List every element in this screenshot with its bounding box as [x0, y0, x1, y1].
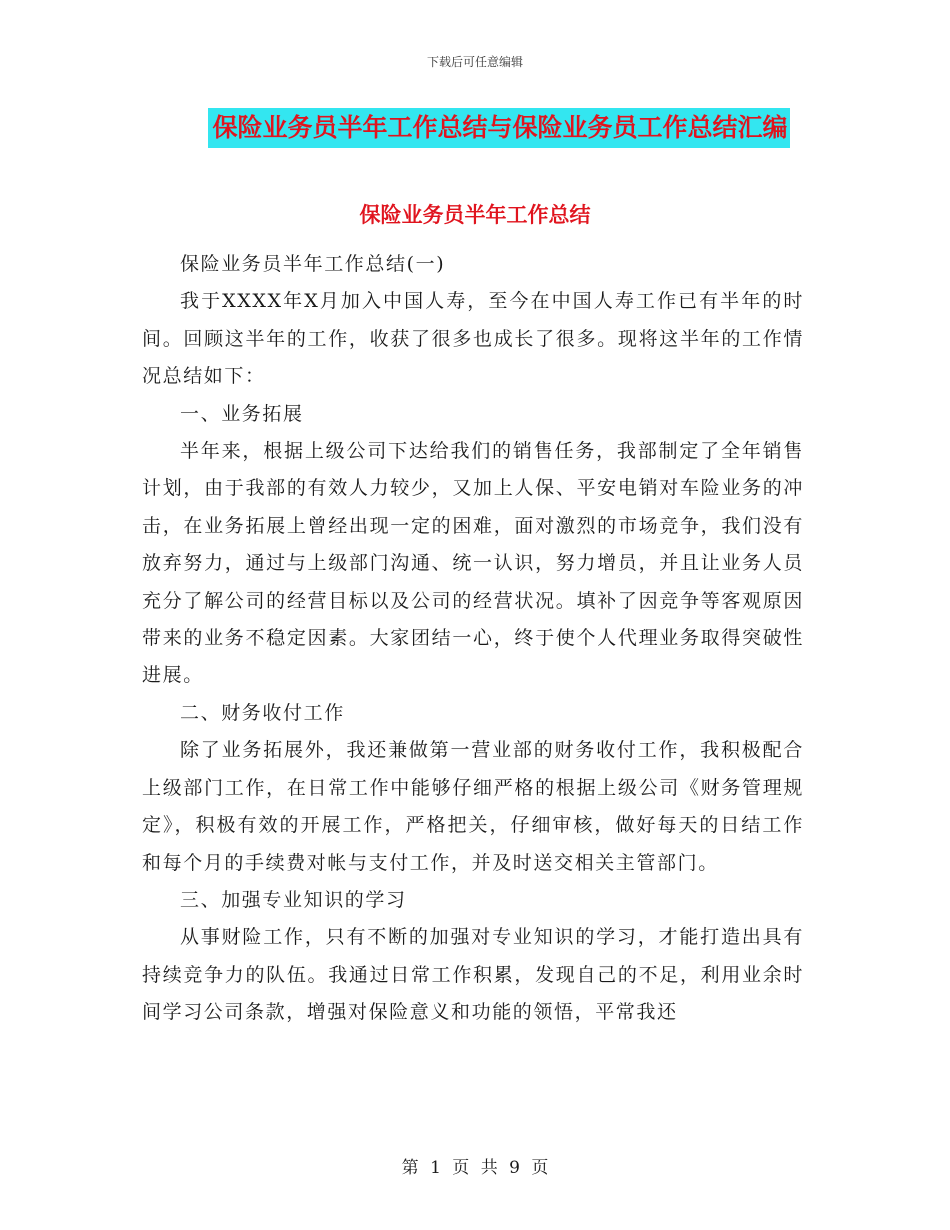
paragraph-5: 从事财险工作，只有不断的加强对专业知识的学习，才能打造出具有持续竞争力的队伍。我通过日常工作积累，发现自己的不足，利用业余时间学习公司条款，增强对保险意义和功能的领悟，平常我还: [142, 926, 804, 1024]
paragraph-4: 除了业务拓展外，我还兼做第一营业部的财务收付工作，我积极配合上级部门工作，在日常工作中能够仔细严格的根据上级公司《财务管理规定》，积极有效的开展工作，严格把关，仔细审核，做好每天的日结工作和每个月的手续费对帐与支付工作，并及时送交相关主管部门。: [142, 739, 804, 874]
header-note: 下载后可任意编辑: [426, 55, 523, 69]
main-title: 保险业务员半年工作总结与保险业务员工作总结汇编: [208, 108, 789, 148]
page-number: 第 1 页 共 9 页: [401, 1158, 549, 1178]
section-heading-3: 三、加强专业知识的学习: [180, 888, 407, 911]
section-heading-1: 一、业务拓展: [180, 402, 304, 425]
sub-title: 保险业务员半年工作总结: [359, 203, 591, 227]
paragraph-2: 我于XXXX年X月加入中国人寿，至今在中国人寿工作已有半年的时间。回顾这半年的工作，收获了很多也成长了很多。现将这半年的工作情况总结如下：: [142, 290, 804, 388]
paragraph-3: 半年来，根据上级公司下达给我们的销售任务，我部制定了全年销售计划，由于我部的有效人力较少，又加上人保、平安电销对车险业务的冲击，在业务拓展上曾经出现一定的困难，面对激烈的市场竞争，我们没有放弃努力，通过与上级部门沟通、统一认识，努力增员，并且让业务人员充分了解公司的经营目标以及公司的经营状况。填补了因竞争等客观原因带来的业务不稳定因素。大家团结一心，终于使个人代理业务取得突破性进展。: [142, 440, 804, 687]
paragraph-1: 保险业务员半年工作总结(一): [180, 253, 446, 275]
main-title-wrap: [0, 108, 950, 148]
document-body: [142, 246, 804, 1032]
section-heading-2: 二、财务收付工作: [180, 701, 345, 724]
